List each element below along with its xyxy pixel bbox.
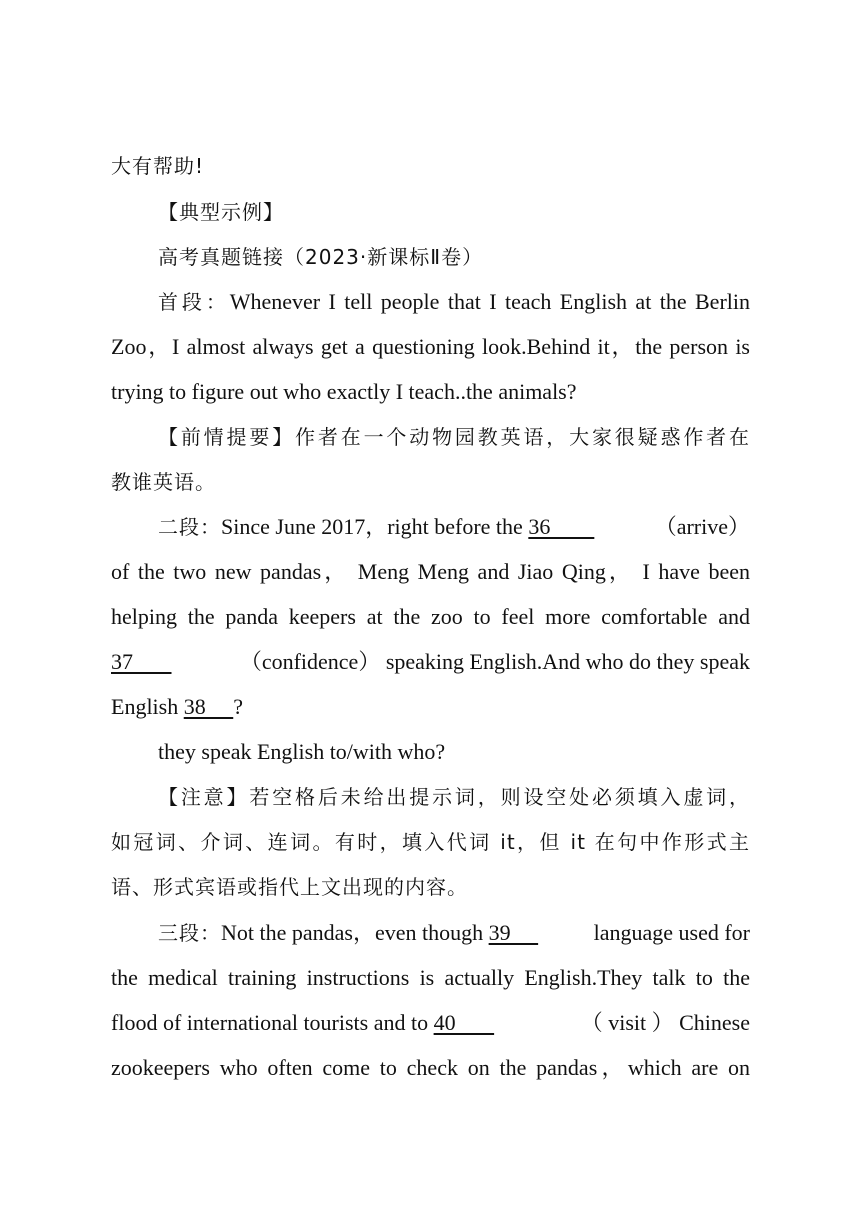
- note-label: 【注意】: [158, 785, 250, 809]
- paragraph-line: [158, 287, 750, 317]
- paragraph-line: [158, 782, 750, 812]
- hint-word: （arrive）: [654, 514, 750, 539]
- source-link-line: 高考真题链接（2023·新课标Ⅱ卷）: [158, 245, 484, 269]
- paragraph-label: 三段：: [158, 921, 221, 945]
- text-run: （ visit ） Chinese: [580, 1010, 750, 1035]
- note-label: 【前情提要】: [158, 425, 296, 449]
- text-run: 作者在一个动物园教英语，大家很疑惑作者在: [295, 425, 751, 449]
- paragraph-line: [111, 1008, 750, 1038]
- paragraph-line: they speak English to/with who?: [158, 739, 446, 764]
- text-run: （confidence） speaking English.And who do they speak: [239, 649, 750, 674]
- blank-37: 37: [111, 649, 172, 674]
- text-line: 大有帮助!: [111, 154, 205, 178]
- paragraph-line: 如冠词、介词、连词。有时，填入代词 it，但 it 在句中作形式主: [111, 830, 750, 854]
- paragraph-line: helping the panda keepers at the zoo to feel more comfortable and: [111, 604, 750, 629]
- blank-40: 40: [433, 1010, 495, 1035]
- text-run: English: [111, 694, 184, 719]
- paragraph-line: [158, 918, 750, 948]
- paragraph-line: 语、形式宾语或指代上文出现的内容。: [111, 875, 468, 899]
- blank-39: 39: [488, 920, 539, 945]
- paragraph-line: the medical training instructions is actually English.They talk to the: [111, 965, 750, 990]
- text-run: 若空格后未给出提示词，则设空处必须填入虚词，: [249, 785, 751, 809]
- text-run: Not the pandas，even though: [221, 920, 489, 945]
- paragraph-line: [158, 512, 750, 542]
- paragraph-line: zookeepers who often come to check on the pandas，which are on: [111, 1055, 750, 1080]
- paragraph-label: 二段：: [158, 515, 221, 539]
- text-run: flood of international tourists and to: [111, 1010, 434, 1035]
- text-run: Since June 2017，right before the: [221, 514, 529, 539]
- paragraph-line: [111, 647, 750, 677]
- blank-36: 36: [528, 514, 595, 539]
- paragraph-line: trying to figure out who exactly I teach..the animals?: [111, 379, 577, 404]
- paragraph-line: [158, 422, 750, 452]
- paragraph-label: 首段：: [158, 290, 230, 314]
- text-run: language used for: [593, 920, 750, 945]
- text-run: Whenever I tell people that I teach English at the Berlin: [229, 289, 750, 314]
- paragraph-line: [111, 692, 750, 722]
- text-run: ?: [233, 694, 243, 719]
- blank-38: 38: [183, 694, 234, 719]
- section-heading: 【典型示例】: [158, 200, 284, 224]
- paragraph-line: Zoo，I almost always get a questioning look.Behind it，the person is: [111, 334, 750, 359]
- paragraph-line: 教谁英语。: [111, 470, 216, 494]
- paragraph-line: of the two new pandas， Meng Meng and Jiao Qing， I have been: [111, 559, 750, 584]
